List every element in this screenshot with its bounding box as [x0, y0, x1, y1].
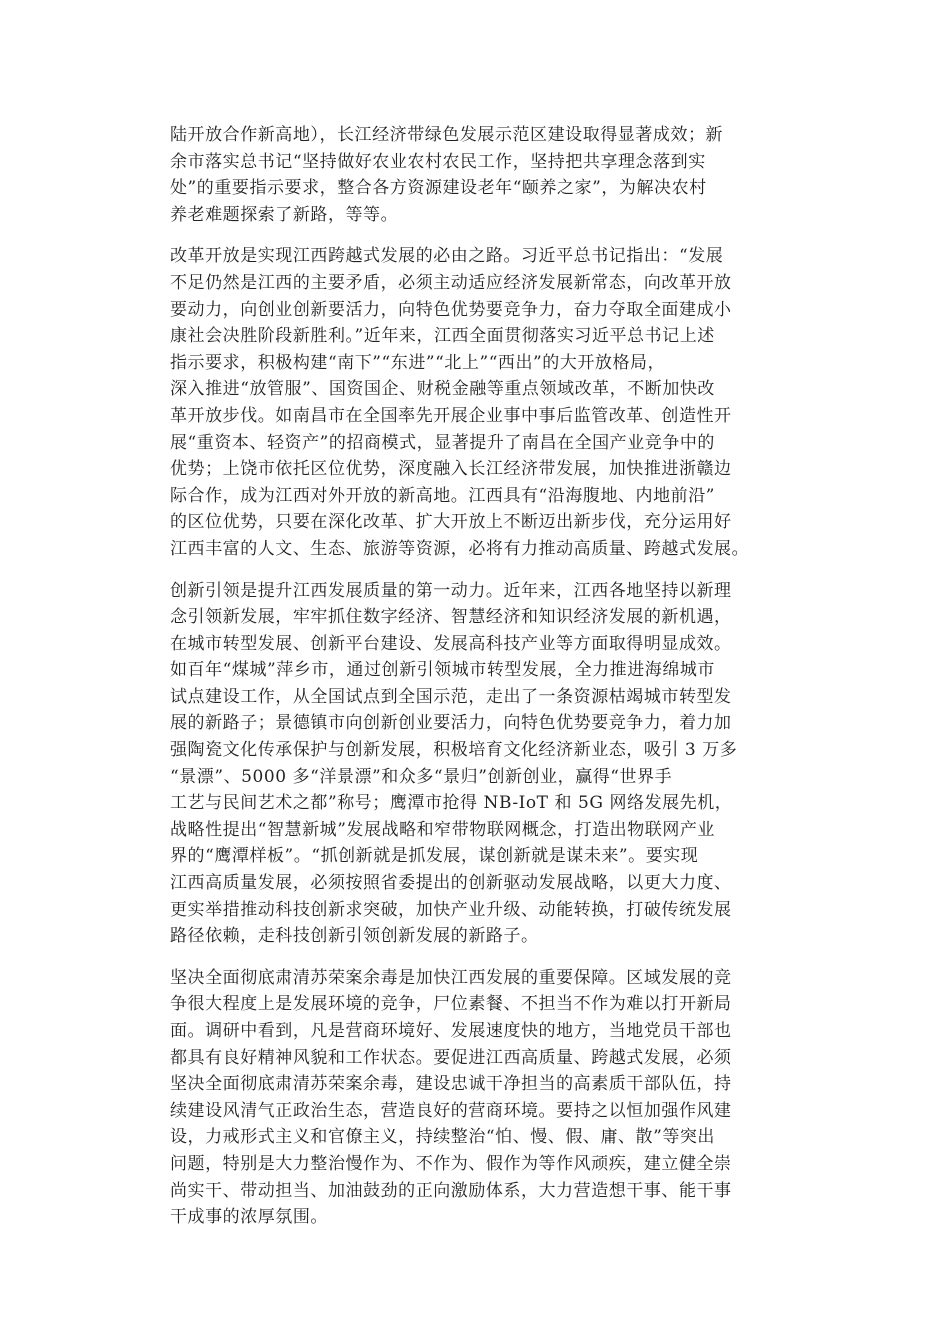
paragraph-3 — [170, 578, 810, 950]
text-line: 不足仍然是江西的主要矛盾，必须主动适应经济发展新常态，向改革开放 — [170, 272, 732, 293]
text-line: 康社会决胜阶段新胜利。”近年来，江西全面贯彻落实习近平总书记上述 — [170, 326, 715, 347]
text-line: 干成事的浓厚氛围。 — [170, 1207, 328, 1228]
text-line: 在城市转型发展、创新平台建设、发展高科技产业等方面取得明显成效。 — [170, 633, 732, 654]
paragraph-1 — [170, 122, 810, 228]
text-line: 处”的重要指示要求，整合各方资源建设老年“颐养之家”，为解决农村 — [170, 178, 707, 199]
text-line: 问题，特别是大力整治慢作为、不作为、假作为等作风顽疾，建立健全崇 — [170, 1153, 732, 1174]
text-line: 强陶瓷文化传承保护与创新发展，积极培育文化经济新业态，吸引 3 万多 — [170, 740, 738, 761]
text-line: 江西高质量发展，必须按照省委提出的创新驱动发展战略，以更大力度、 — [170, 873, 732, 894]
text-line: 要动力，向创业创新要活力，向特色优势要竞争力，奋力夺取全面建成小 — [170, 299, 732, 320]
text-line: 试点建设工作，从全国试点到全国示范，走出了一条资源枯竭城市转型发 — [170, 686, 732, 707]
text-line: 坚决全面彻底肃清苏荣案余毒是加快江西发展的重要保障。区域发展的竞 — [170, 967, 732, 988]
text-line: 余市落实总书记“坚持做好农业农村农民工作，坚持把共享理念落到实 — [170, 151, 706, 172]
text-line: 路径依赖，走科技创新引领创新发展的新路子。 — [170, 926, 539, 947]
text-line: 界的“鹰潭样板”。“抓创新就是抓发展，谋创新就是谋未来”。要实现 — [170, 846, 699, 867]
document-page — [170, 122, 810, 1246]
text-line: 革开放步伐。如南昌市在全国率先开展企业事中事后监管改革、创造性开 — [170, 405, 732, 426]
text-line: 续建设风清气正政治生态，营造良好的营商环境。要持之以恒加强作风建 — [170, 1100, 732, 1121]
text-line: 坚决全面彻底肃清苏荣案余毒，建设忠诚干净担当的高素质干部队伍，持 — [170, 1074, 732, 1095]
text-line: 陆开放合作新高地），长江经济带绿色发展示范区建设取得显著成效；新 — [170, 125, 724, 145]
text-line: 战略性提出“智慧新城”发展战略和窄带物联网概念，打造出物联网产业 — [170, 819, 715, 840]
text-line: 面。调研中看到，凡是营商环境好、发展速度快的地方，当地党员干部也 — [170, 1021, 732, 1041]
text-line: 的区位优势，只要在深化改革、扩大开放上不断迈出新步伐，充分运用好 — [170, 512, 732, 533]
text-line: 都具有良好精神风貌和工作状态。要促进江西高质量、跨越式发展，必须 — [170, 1047, 732, 1068]
text-line: 争很大程度上是发展环境的竞争，尸位素餐、不担当不作为难以打开新局 — [170, 994, 732, 1015]
text-line: “景漂”、5000 多“洋景漂”和众多“景归”创新创业，赢得“世界手 — [170, 766, 673, 787]
text-line: 展“重资本、轻资产”的招商模式，显著提升了南昌在全国产业竞争中的 — [170, 432, 715, 453]
text-line: 工艺与民间艺术之都”称号；鹰潭市抢得 NB-IoT 和 5G 网络发展先机， — [170, 793, 733, 814]
text-line: 创新引领是提升江西发展质量的第一动力。近年来，江西各地坚持以新理 — [170, 580, 732, 601]
paragraph-4 — [170, 965, 810, 1231]
text-line: 展的新路子；景德镇市向创新创业要活力，向特色优势要竞争力，着力加 — [170, 713, 732, 734]
paragraph-2 — [170, 243, 810, 562]
text-line: 养老难题探索了新路，等等。 — [170, 204, 399, 225]
text-line: 如百年“煤城”萍乡市，通过创新引领城市转型发展，全力推进海绵城市 — [170, 660, 715, 681]
text-line: 指示要求，积极构建“南下”“东进”“北上”“西出”的大开放格局， — [170, 352, 666, 373]
text-line: 际合作，成为江西对外开放的新高地。江西具有“沿海腹地、内地前沿” — [170, 485, 715, 506]
text-line: 改革开放是实现江西跨越式发展的必由之路。习近平总书记指出：“发展 — [170, 246, 724, 267]
text-line: 江西丰富的人文、生态、旅游等资源，必将有力推动高质量、跨越式发展。 — [170, 538, 750, 559]
text-line: 优势；上饶市依托区位优势，深度融入长江经济带发展，加快推进浙赣边 — [170, 459, 732, 480]
text-line: 深入推进“放管服”、国资国企、财税金融等重点领域改革，不断加快改 — [170, 379, 715, 400]
text-line: 尚实干、带动担当、加油鼓劲的正向激励体系，大力营造想干事、能干事 — [170, 1180, 732, 1201]
text-line: 更实举措推动科技创新求突破，加快产业升级、动能转换，打破传统发展 — [170, 899, 732, 920]
text-line: 念引领新发展，牢牢抓住数字经济、智慧经济和知识经济发展的新机遇， — [170, 607, 732, 628]
text-line: 设，力戒形式主义和官僚主义，持续整治“怕、慢、假、庸、散”等突出 — [170, 1127, 715, 1148]
